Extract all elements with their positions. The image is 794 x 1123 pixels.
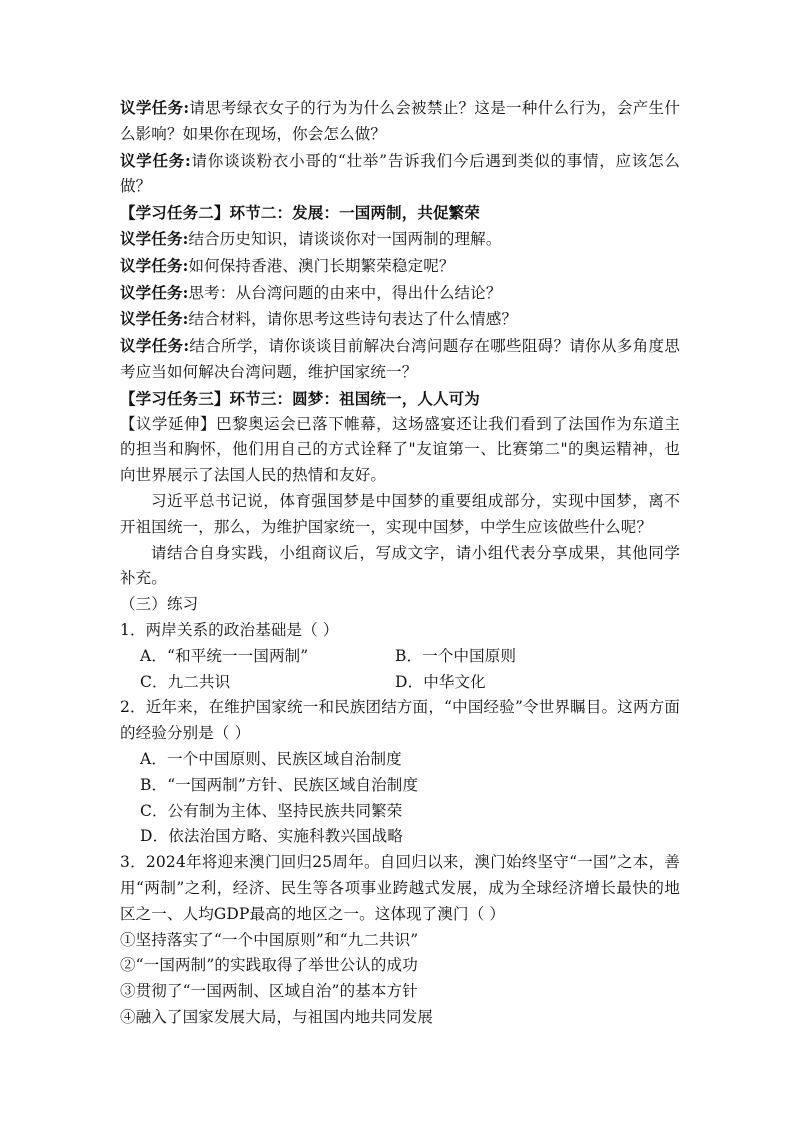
- question-1-options-row: [120, 670, 680, 696]
- task-text: 如何保持香港、澳门长期繁荣稳定呢？: [188, 256, 455, 275]
- option-d: D．依法治国方略、实施科教兴国战略: [140, 827, 403, 846]
- task-label: 议学任务:: [120, 228, 189, 248]
- task-item: [120, 226, 680, 253]
- document-body: [120, 95, 680, 1031]
- task-text: 请你谈谈粉衣小哥的“壮举”告诉我们今后遇到类似的事情，应该怎么做？: [120, 151, 680, 196]
- task-text: 思考：从台湾问题的由来中，得出什么结论？: [188, 283, 502, 302]
- extension-text: 巴黎奥运会已落下帷幕，这场盛宴还让我们看到了法国作为东道主的担当和胸怀，他们用自己的方式诠释了"友谊第一、比赛第二"的奥运精神，也向世界展示了法国人民的热情和友好。: [120, 414, 680, 485]
- statement-2: ②“一国两制”的实践取得了举世公认的成功: [120, 956, 418, 975]
- option-b: B．“一国两制”方针、民族区域自治制度: [140, 775, 419, 794]
- task-item: [120, 148, 680, 201]
- section-2-title: 【学习任务二】环节二：发展：一国两制，共促繁荣: [120, 203, 480, 223]
- task-label: 议学任务:: [120, 255, 189, 275]
- section-3-title: 【学习任务三】环节三：圆梦：祖国统一，人人可为: [120, 388, 480, 408]
- extension-paragraph: [120, 412, 680, 489]
- option-a: A．一个中国原则、民族区域自治制度: [140, 749, 402, 768]
- option-d: D．中华文化: [395, 672, 486, 691]
- task-text: 请思考绿衣女子的行为为什么会被禁止？这是一种什么行为，会产生什么影响？如果你在现场，你会怎么做？: [120, 99, 680, 143]
- practice-heading: （三）练习: [120, 595, 199, 614]
- task-item: [120, 333, 680, 386]
- task-label: 议学任务:: [120, 282, 189, 302]
- task-text: 结合历史知识，请谈谈你对一国两制的理解。: [188, 229, 502, 248]
- task-label: 议学任务:: [120, 309, 189, 329]
- task-label: 议学任务:: [120, 150, 191, 170]
- task-label: 议学任务:: [120, 336, 190, 356]
- question-3-stem: 3．2024年将迎来澳门回归25周年。自回归以来，澳门始终坚守“一国”之本，善用“两制”之利，经济、民生等各项事业跨越式发展，成为全球经济增长最快的地区之一、人均GDP最高的地区之一。这体现了澳门（ ）: [120, 853, 680, 923]
- statement-3: ③贯彻了“一国两制、区域自治”的基本方针: [120, 982, 418, 1001]
- question-1-options-row: [120, 644, 680, 670]
- option-b: B．一个中国原则: [395, 646, 517, 665]
- statement-4: ④融入了国家发展大局，与祖国内地共同发展: [120, 1007, 434, 1026]
- task-text: 结合所学，请你谈谈目前解决台湾问题存在哪些阻碍？请你从多角度思考应当如何解决台湾问题，维护国家统一？: [120, 337, 680, 381]
- option-c: C．公有制为主体、坚持民族共同繁荣: [140, 801, 403, 820]
- body-paragraph: 请结合自身实践，小组商议后，写成文字，请小组代表分享成果，其他同学补充。: [120, 543, 680, 588]
- task-item: [120, 253, 680, 280]
- statement-1: ①坚持落实了“一个中国原则”和“九二共识”: [120, 930, 419, 949]
- task-item: [120, 306, 680, 333]
- task-label: 议学任务:: [120, 98, 190, 117]
- task-text: 结合材料，请你思考这些诗句表达了什么情感？: [188, 310, 518, 329]
- question-1-stem: 1．两岸关系的政治基础是（ ）: [120, 620, 339, 639]
- option-c: C．九二共识: [140, 672, 231, 691]
- extension-label: 【议学延伸】: [120, 414, 217, 433]
- option-a: A．“和平统一一国两制”: [140, 646, 309, 665]
- task-item: [120, 95, 680, 148]
- body-paragraph: 习近平总书记说，体育强国梦是中国梦的重要组成部分，实现中国梦，离不开祖国统一，那么，为维护国家统一，实现中国梦，中学生应该做些什么呢？: [120, 491, 680, 536]
- task-item: [120, 280, 680, 307]
- question-2-stem: 2．近年来，在维护国家统一和民族团结方面，“中国经验”令世界瞩目。这两方面的经验分别是（ ）: [120, 698, 680, 743]
